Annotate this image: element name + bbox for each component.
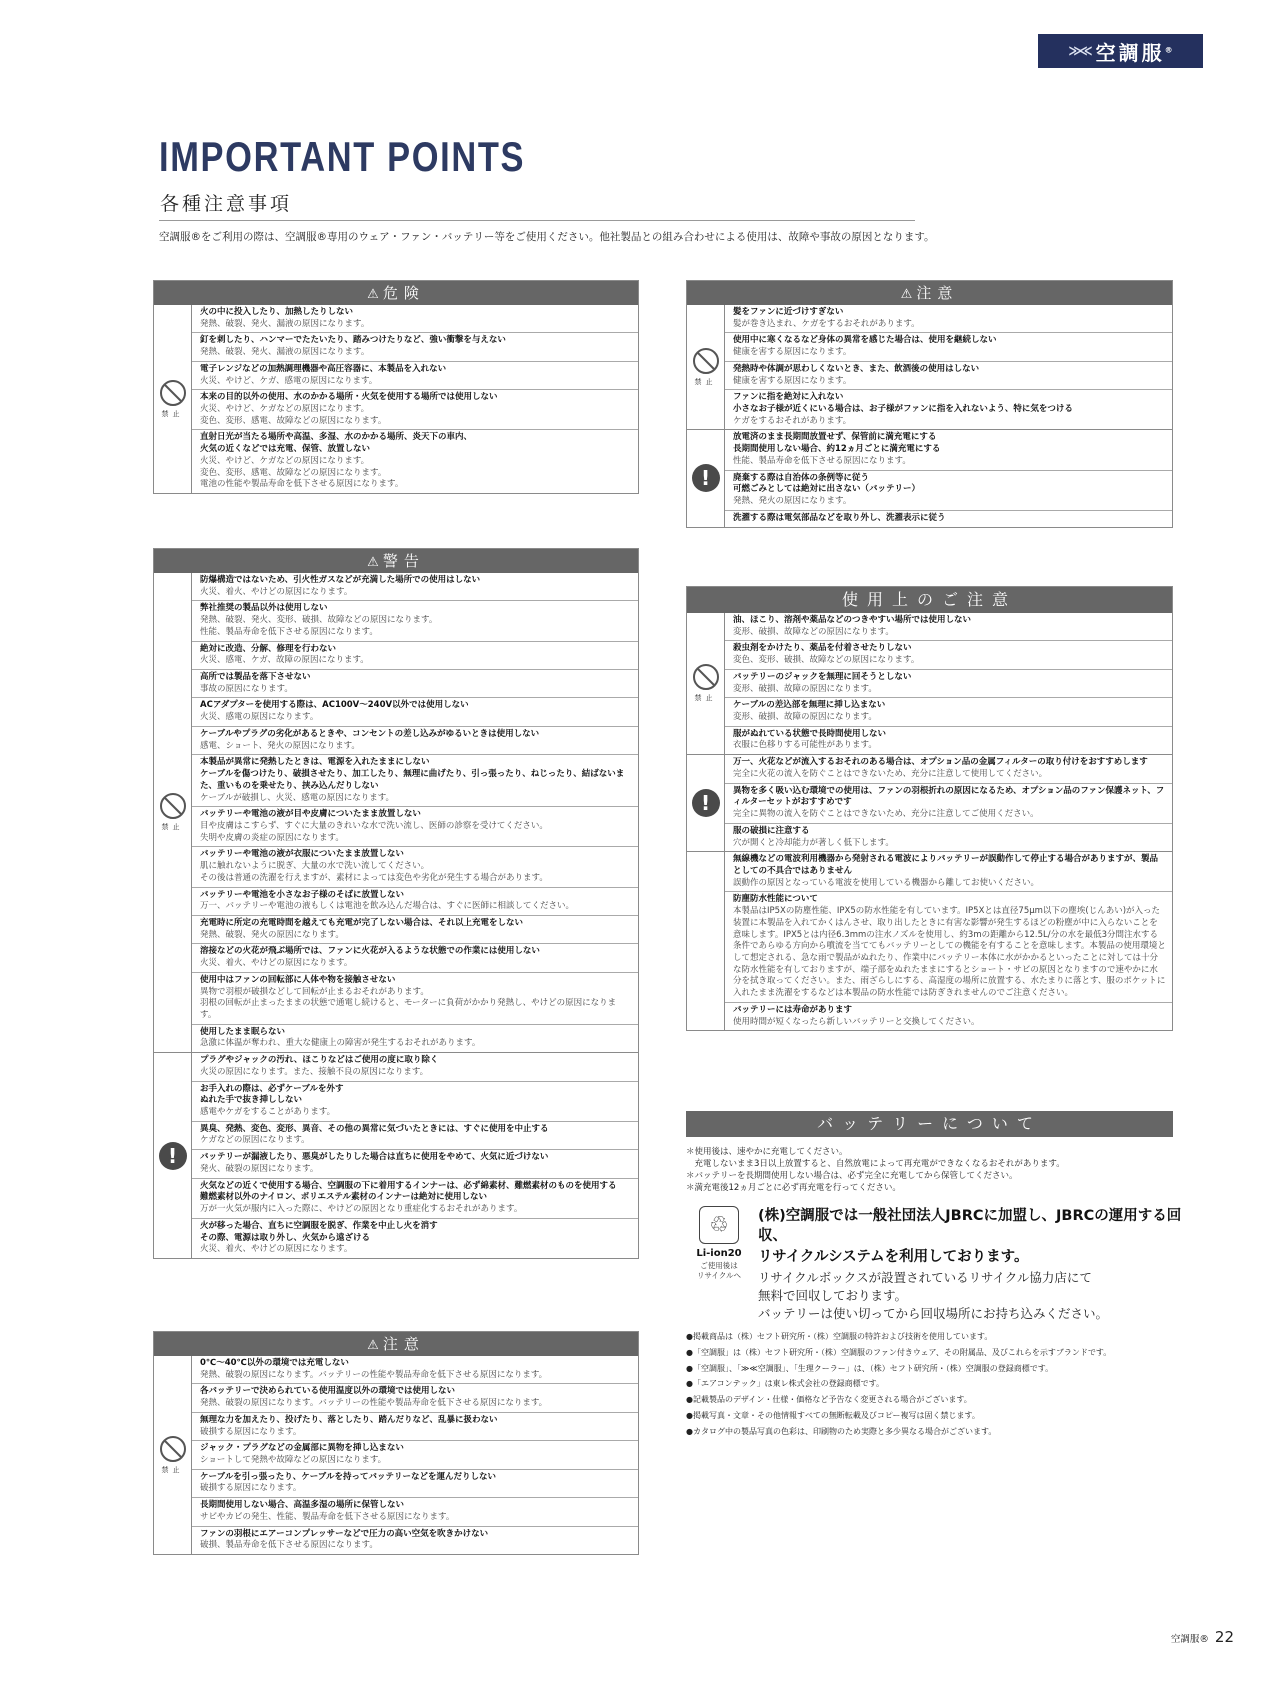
notice-item-heading: 釘を刺したり、ハンマーでたたいたり、踏みつけたりなど、強い衝撃を与えない — [200, 335, 506, 346]
battery-note: ＊バッテリーを長期間使用しない場合は、必ず完全に充電してから保管してください。 — [686, 1171, 1018, 1182]
page-subtitle: 各種注意事項 — [160, 193, 293, 215]
notice-group-icon-cell — [154, 1053, 192, 1258]
page-title: IMPORTANT POINTS — [159, 133, 526, 180]
notice-item — [725, 470, 1172, 510]
recycle-mark — [686, 1206, 752, 1281]
prohibited-label: 禁止 — [694, 694, 717, 703]
notice-item — [192, 1440, 638, 1468]
notice-item-detail: ケガなどの原因になります。 — [200, 1135, 310, 1146]
notice-item — [192, 1121, 638, 1149]
notice-items — [192, 1053, 638, 1258]
notice-item — [192, 332, 638, 360]
prohibited-label: 禁止 — [161, 1465, 184, 1474]
legal-line: ●「エアコンテック」は東レ株式会社の登録商標です。 — [686, 1379, 884, 1389]
notice-item-detail: 感電やケガをすることがあります。 — [200, 1107, 336, 1118]
warning-header: ⚠ 警告 — [154, 549, 638, 573]
notice-item-detail: 感電、ショート、発火の原因になります。 — [200, 740, 360, 751]
notice-item — [192, 1081, 638, 1121]
notice-item-heading: 異臭、発熱、変色、変形、異音、その他の異常に気づいたときには、すぐに使用を中止する — [200, 1123, 549, 1134]
notice-item-heading: 異物を多く吸い込む環境での使用は、ファンの羽根折れの原因になるため、オプション品のファン保護ネット、フィルターセットがおすすめです — [733, 785, 1165, 808]
notice-item-heading: 長期間使用しない場合、高温多湿の場所に保管しない — [200, 1500, 405, 1511]
notice-item-detail: 変形、破損、故障の原因になります。 — [733, 712, 877, 723]
notice-item — [725, 891, 1172, 1001]
prohibited-icon — [693, 348, 719, 374]
notice-item — [192, 573, 638, 600]
notice-item-heading: プラグやジャックの汚れ、ほこりなどはご使用の度に取り除く — [200, 1055, 439, 1066]
notice-item-heading: 廃棄する際は自治体の条例等に従う 可燃ごみとしては絶対に出さない（バッテリー） — [733, 472, 921, 495]
notice-item-detail: 火災、やけど、ケガなどの原因になります。 変色、変形、感電、故障などの原因になります。 — [200, 404, 387, 426]
legal-notes — [686, 1329, 1111, 1440]
caution-header-left: ⚠ 注意 — [154, 1332, 638, 1356]
caution-box-left — [153, 1331, 639, 1555]
intro-text: 空調服®をご利用の際は、空調服®専用のウェア・ファン・バッテリー等をご使用ください。他社製品との組み合わせによる使用は、故障や事故の原因となります。 — [159, 231, 935, 243]
notice-item-heading: 無理な力を加えたり、投げたり、落としたり、踏んだりなど、乱暴に扱わない — [200, 1414, 498, 1425]
notice-item-detail: 火災の原因になります。また、接触不良の原因になります。 — [200, 1066, 429, 1077]
notice-item-detail: 健康を害する原因になります。 — [733, 347, 852, 358]
notice-item — [192, 389, 638, 429]
notice-item — [725, 510, 1172, 527]
legal-line: ●記載製品のデザイン・仕様・価格など予告なく変更される場合がございます。 — [686, 1395, 972, 1405]
notice-item-heading: 各バッテリーで決められている使用温度以外の環境では使用しない — [200, 1386, 456, 1397]
recycle-caption: ご使用後は リサイクルへ — [697, 1261, 741, 1280]
notice-group-icon-cell — [154, 573, 192, 1052]
notice-item-detail: 健康を害する原因になります。 — [733, 375, 852, 386]
notice-item-heading: 発熱時や体調が思わしくないとき、また、飲酒後の使用はしない — [733, 363, 980, 374]
notice-item — [192, 1178, 638, 1218]
notice-item — [725, 613, 1172, 640]
notice-item — [192, 1218, 638, 1258]
notice-item-detail: ショートして発熱や故障などの原因になります。 — [200, 1455, 387, 1466]
recycle-body: リサイクルボックスが設置されているリサイクル協力店にて 無料で回収しております。 バッテリーは使い切ってから回収場所にお持ち込みください。 — [758, 1269, 1109, 1322]
notice-item-heading: バッテリーのジャックを無理に回そうとしない — [733, 671, 912, 682]
battery-header: バッテリーについて — [686, 1111, 1173, 1137]
notice-item — [192, 846, 638, 886]
notice-item-heading: 使用中はファンの回転部に人体や物を接触させない — [200, 974, 396, 985]
notice-item-detail: 発熱、破裂、発火の原因になります。 — [200, 929, 344, 940]
notice-item-heading: ファンの羽根にエアーコンプレッサーなどで圧力の高い空気を吹きかけない — [200, 1528, 489, 1539]
notice-item-detail: 髪が巻き込まれ、ケガをするおそれがあります。 — [733, 318, 920, 329]
notice-item-detail: 肌に触れないように脱ぎ、大量の水で洗い流してください。 その後は普通の洗濯を行えますが、素材によっては変色や劣化が発生する場合があります。 — [200, 861, 548, 883]
prohibited-icon — [160, 1436, 186, 1462]
notice-group — [687, 754, 1172, 851]
recycle-text — [758, 1206, 1198, 1324]
notice-item-detail: 火災、着火、やけどの原因になります。 — [200, 1244, 353, 1255]
notice-item-heading: 放電済のまま長期間放置せず、保管前に満充電にする 長期間使用しない場合、約12ヵ月ごとに満充電にする — [733, 432, 941, 455]
notice-item — [725, 305, 1172, 332]
notice-item-heading: 使用したまま眠らない — [200, 1026, 286, 1037]
prohibited-label: 禁止 — [694, 377, 717, 386]
notice-group — [154, 1052, 638, 1258]
notice-item-detail: 火災、感電、ケガ、故障の原因になります。 — [200, 655, 369, 666]
notice-group-icon-cell — [154, 305, 192, 493]
notice-item-heading: バッテリーや電池を小さなお子様のそばに放置しない — [200, 889, 405, 900]
brand-name: 空調服® — [1095, 40, 1173, 65]
prohibited-label: 禁止 — [161, 823, 184, 832]
notice-group — [154, 573, 638, 1052]
prohibited-icon — [160, 380, 186, 406]
notice-item — [725, 640, 1172, 668]
usage-header: 使用上のご注意 — [687, 587, 1172, 613]
notice-item — [192, 600, 638, 640]
brand-logo — [1038, 34, 1203, 68]
notice-item-detail: 発熱、破裂、発火、漏液の原因になります。 — [200, 318, 370, 329]
notice-item-detail: 完全に火花の流入を防ぐことはできないため、充分に注意して使用してください。 — [733, 768, 1048, 779]
notice-item-heading: 電子レンジなどの加熱調理機器や高圧容器に、本製品を入れない — [200, 363, 447, 374]
notice-item — [192, 641, 638, 669]
notice-item — [725, 389, 1172, 429]
notice-item — [725, 361, 1172, 389]
notice-item-detail: サビやカビの発生、性能、製品寿命を低下させる原因になります。 — [200, 1511, 455, 1522]
notice-item — [192, 1412, 638, 1440]
exclamation-icon: ! — [692, 464, 720, 492]
legal-line: ●「空調服」、「≫≪空調服」、「生理クーラー」は、（株）セフト研究所・（株）空調服の登録商標です。 — [686, 1363, 1054, 1373]
notice-item-heading: 充電時に所定の充電時間を越えても充電が完了しない場合は、それ以上充電をしない — [200, 917, 524, 928]
notice-item-heading: 高所では製品を落下させない — [200, 672, 311, 683]
notice-item-detail: 発熱、破裂の原因になります。バッテリーの性能や製品寿命を低下させる原因になります。 — [200, 1398, 548, 1409]
notice-item-detail: 変形、破損、故障の原因になります。 — [733, 683, 877, 694]
notice-item — [725, 332, 1172, 360]
notice-item-heading: 髪をファンに近づけすぎない — [733, 307, 844, 317]
notice-item — [192, 361, 638, 389]
prohibited-icon — [160, 793, 186, 819]
notice-group — [154, 305, 638, 493]
exclamation-icon: ! — [692, 789, 720, 817]
notice-group-icon-cell — [154, 1356, 192, 1554]
notice-item-heading: バッテリーや電池の液が衣服についたまま放置しない — [200, 849, 404, 860]
notice-item-heading: ACアダプターを使用する際は、AC100V〜240V以外では使用しない — [200, 700, 469, 711]
caution-box-right — [686, 280, 1173, 528]
notice-item — [725, 755, 1172, 782]
notice-item-heading: 火気などの近くで使用する場合、空調服の下に着用するインナーは、必ず綿素材、難燃素材のものを使用する 難燃素材以外のナイロン、ポリエステル素材のインナーは絶対に使用しない — [200, 1180, 617, 1203]
footer-brand: 空調服® — [1170, 1634, 1209, 1645]
battery-notes — [686, 1146, 1065, 1194]
notice-item-heading: ケーブルの差込部を無理に挿し込まない — [733, 700, 886, 711]
legal-line: ●掲載商品は（株）セフト研究所・（株）空調服の特許および技術を使用しています。 — [686, 1332, 993, 1341]
notice-item — [725, 669, 1172, 697]
notice-item-heading: 直射日光が当たる場所や高温、多湿、水のかかる場所、炎天下の車内、 火気の近くなどでは充電、保管、放置しない — [200, 432, 473, 455]
notice-item — [192, 806, 638, 846]
notice-item — [192, 669, 638, 697]
notice-item-heading: 殺虫剤をかけたり、薬品を付着させたりしない — [733, 643, 912, 654]
notice-item-heading: 防爆構造ではないため、引火性ガスなどが充満した場所での使用はしない — [200, 575, 481, 585]
prohibited-label: 禁止 — [161, 409, 184, 418]
prohibited-icon — [693, 664, 719, 690]
notice-item — [192, 1149, 638, 1177]
battery-note: ＊満充電後12ヵ月ごとに必ず再充電を行ってください。 — [686, 1183, 901, 1194]
notice-item — [192, 1024, 638, 1052]
legal-line: ●カタログ中の製品写真の色彩は、印刷物のため実際と多少異なる場合がございます。 — [686, 1426, 997, 1436]
notice-item — [192, 1469, 638, 1497]
notice-group-icon-cell — [687, 852, 725, 1030]
usage-box — [686, 586, 1173, 1031]
notice-item-detail: 発熱、破裂の原因になります。バッテリーの性能や製品寿命を低下させる原因になります。 — [200, 1369, 548, 1380]
notice-item-heading: バッテリーや電池の液が目や皮膚についたまま放置しない — [200, 809, 421, 820]
notice-item-detail: 万が一火気が服内に入った際に、やけどの原因となり重症化するおそれがあります。 — [200, 1204, 523, 1215]
notice-group-icon-cell — [687, 755, 725, 851]
notice-item-detail: ケガをするおそれがあります。 — [733, 415, 852, 426]
notice-item — [192, 1356, 638, 1383]
notice-item-heading: 0℃〜40℃以外の環境では充電しない — [200, 1358, 349, 1368]
notice-item — [725, 783, 1172, 823]
notice-item-heading: 万一、火花などが流入するおそれのある場合は、オプション品の金属フィルターの取り付けをおすすめします — [733, 757, 1148, 768]
notice-item — [725, 697, 1172, 725]
notice-item-heading: ケーブルやプラグの劣化があるときや、コンセントの差し込みがゆるいときは使用しない — [200, 728, 540, 739]
danger-header: ⚠ 危険 — [154, 281, 638, 305]
notice-item-detail: 変形、破損、故障などの原因になります。 — [733, 626, 894, 637]
notice-item-detail: 発火、破裂の原因になります。 — [200, 1163, 319, 1174]
notice-item-detail: 発熱、破裂、発火、変形、破損、故障などの原因になります。 性能、製品寿命を低下させる原因になります。 — [200, 615, 438, 637]
warning-box — [153, 548, 639, 1259]
notice-group — [154, 1356, 638, 1554]
page-footer — [1171, 1628, 1234, 1646]
notice-item-heading: 防塵防水性能について — [733, 894, 818, 905]
notice-item-detail: 衣服に色移りする可能性があります。 — [733, 740, 877, 751]
notice-item — [192, 915, 638, 943]
notice-item — [192, 754, 638, 806]
notice-items — [192, 573, 638, 1052]
notice-item-heading: バッテリーには寿命があります — [733, 1004, 853, 1015]
notice-group — [687, 613, 1172, 754]
notice-group-icon-cell — [687, 305, 725, 429]
notice-item — [192, 1526, 638, 1554]
notice-item — [725, 823, 1172, 851]
notice-item-heading: お手入れの際は、必ずケーブルを外す ぬれた手で抜き挿ししない — [200, 1083, 344, 1106]
notice-item-heading: ファンに指を絶対に入れない 小さなお子様が近くにいる場合は、お子様がファンに指を入れないよう、特に気をつける — [733, 392, 1073, 415]
notice-item-detail: 性能、製品寿命を低下させる原因になります。 — [733, 455, 911, 466]
battery-box — [686, 1111, 1173, 1137]
notice-item — [192, 1497, 638, 1525]
notice-item-heading: 火が移った場合、直ちに空調服を脱ぎ、作業を中止し火を消す その際、電源は取り外し、火気から遠ざける — [200, 1220, 438, 1243]
notice-item-detail: 破損、製品寿命を低下させる原因になります。 — [200, 1540, 378, 1551]
notice-items — [725, 613, 1172, 754]
danger-box — [153, 280, 639, 494]
notice-item-heading: 本来の目的以外の使用、水のかかる場所・火気を使用する場所では使用しない — [200, 392, 498, 403]
title-divider — [159, 220, 915, 221]
notice-group — [687, 305, 1172, 429]
battery-note: ＊使用後は、速やかに充電してください。 — [686, 1147, 848, 1157]
legal-line: ●掲載写真・文章・その他情報すべての無断転載及びコピー複写は固く禁じます。 — [686, 1411, 980, 1421]
notice-item-detail: 火災、やけど、ケガなどの原因になります。 変色、変形、感電、故障などの原因になります。 電池の性能や製品寿命を低下させる原因になります。 — [200, 455, 404, 490]
notice-item — [192, 1053, 638, 1080]
notice-item-detail: 完全に異物の流入を防ぐことはできないため、充分に注意してご使用ください。 — [733, 809, 1039, 820]
notice-item-heading: 火の中に投入したり、加熱したりしない — [200, 307, 354, 317]
notice-group — [687, 429, 1172, 526]
notice-item — [192, 697, 638, 725]
notice-item-heading: 洗濯する際は電気部品などを取り外し、洗濯表示に従う — [733, 512, 946, 523]
notice-item — [725, 726, 1172, 754]
notice-item-detail: 破損する原因になります。 — [200, 1483, 302, 1494]
notice-item-heading: 無線機などの電波利用機器から発射される電波によりバッテリーが誤動作して停止する場合がありますが、製品としての不具合ではありません — [733, 854, 1159, 876]
notice-item-detail: 穴が開くと冷却能力が著しく低下します。 — [733, 837, 894, 848]
notice-item-heading: 服の破損に注意する — [733, 825, 810, 836]
recycle-code: Li-ion20 — [696, 1248, 742, 1259]
notice-item-detail: 火災、やけど、ケガ、感電の原因になります。 — [200, 375, 378, 386]
notice-item-detail: 変色、変形、破損、故障などの原因になります。 — [733, 655, 920, 666]
warning-triangle-icon: ⚠ — [367, 1338, 379, 1353]
notice-item-detail: ケーブルが破損し、火災、感電の原因になります。 — [200, 792, 395, 803]
legal-line: ●「空調服」は（株）セフト研究所・（株）空調服のファン付きウェア、その附属品、及びこれらを示すブランドです。 — [686, 1347, 1112, 1357]
notice-item — [725, 1002, 1172, 1030]
notice-item-detail: 発熱、発火の原因になります。 — [733, 496, 852, 507]
notice-item-heading: 服がぬれている状態で長時間使用しない — [733, 728, 887, 739]
notice-item — [192, 726, 638, 754]
notice-item-heading: バッテリーが漏液したり、悪臭がしたりした場合は直ちに使用をやめて、火気に近づけない — [200, 1152, 549, 1163]
notice-item — [192, 1383, 638, 1411]
warning-triangle-icon: ⚠ — [367, 555, 379, 570]
notice-item — [192, 943, 638, 971]
notice-item-heading: 使用中に寒くなるなど身体の異常を感じた場合は、使用を継続しない — [733, 335, 997, 346]
notice-item-heading: 絶対に改造、分解、修理を行わない — [200, 643, 337, 654]
notice-items — [725, 755, 1172, 851]
recycle-icon: ♲ — [699, 1206, 739, 1244]
notice-item-detail: 火災、着火、やけどの原因になります。 — [200, 586, 353, 597]
notice-item — [725, 852, 1172, 891]
notice-item — [725, 430, 1172, 469]
caution-header-right: ⚠ 注意 — [687, 281, 1172, 305]
notice-item-detail: 本製品はIP5Xの防塵性能、IPX5の防水性能を有しています。IP5Xとは直径75μm以下の塵埃(じんあい)が入った装置に本製品を入れてかくはんさせ、取り出したときに有害な影響が発生するほどの粉塵が中に入らないことを意味します。IPX5とは内径6.3mmの注水ノズルを使用し、約3mの距離から12.5L/分の水を最低3分間注水する条件であらゆる方向から噴流を当ててもバッテリーとしての機能を有することを意味します。本製品の使用環境として想定される、急な雨で製品がぬれたり、作業中にバッテリー本体に水がかかるといったことに対しては十分な防水性能を有しておりますが、端子部をぬれたままにするとショート・サビの原因となりますので速やかに水分を拭き取ってください。また、雨ざらしにする、高湿度の場所に放置する、水たまりに落とす、服のポケットに入れたまま洗濯をするなどは本製品の防水性能では防ぎきれませんのでご注意ください。 — [733, 906, 1166, 999]
notice-item-heading: 弊社推奨の製品以外は使用しない — [200, 603, 328, 614]
notice-item-detail: 事故の原因になります。 — [200, 683, 293, 694]
notice-item-detail: 火災、着火、やけどの原因になります。 — [200, 958, 353, 969]
warning-triangle-icon: ⚠ — [367, 287, 379, 302]
notice-group — [687, 851, 1172, 1030]
notice-item-detail: 誤動作の原因となっている電波を使用している機器から離してお使いください。 — [733, 877, 1040, 888]
notice-item-heading: 溶接などの火花が飛ぶ場所では、ファンに火花が入るような状態での作業には使用しない — [200, 946, 540, 957]
notice-item — [192, 972, 638, 1024]
notice-item-detail: 破損する原因になります。 — [200, 1426, 302, 1437]
exclamation-icon: ! — [159, 1142, 187, 1170]
notice-item — [192, 429, 638, 493]
notice-items — [192, 305, 638, 493]
notice-item-heading: 本製品が異常に発熱したときは、電源を入れたままにしない ケーブルを傷つけたり、破損させたり、加工したり、無理に曲げたり、引っ張ったり、ねじったり、結ばないまた、重いものを乗せたり、挟み込んだりしない — [200, 757, 625, 791]
notice-item — [192, 305, 638, 332]
notice-item-detail: 使用時間が短くなったら新しいバッテリーと交換してください。 — [733, 1016, 980, 1027]
notice-items — [725, 305, 1172, 429]
notice-group-icon-cell — [687, 430, 725, 526]
notice-item-heading: 油、ほこり、溶剤や薬品などのつきやすい場所では使用しない — [733, 615, 972, 625]
recycle-lead: (株)空調服では一般社団法人JBRCに加盟し、JBRCの運用する回収、 リサイクルシステムを利用しております。 — [758, 1208, 1182, 1265]
notice-item-heading: ジャック・プラグなどの金属部に異物を挿し込まない — [200, 1443, 404, 1454]
warning-triangle-icon: ⚠ — [900, 287, 913, 302]
page-number: 22 — [1214, 1628, 1234, 1646]
notice-group-icon-cell — [687, 613, 725, 754]
notice-items — [725, 430, 1172, 526]
notice-item-detail: 異物で羽根が破損などして回転が止まるおそれがあります。 羽根の回転が止まったままの状態で通電し続けると、モーターに負荷がかかり発熱し、やけどの原因になります。 — [200, 986, 617, 1020]
notice-item-detail: 目や皮膚はこすらず、すぐに大量のきれいな水で洗い流し、医師の診察を受けてください。 失明や皮膚の炎症の原因になります。 — [200, 820, 548, 843]
brand-swirl-icon: ≫≪ — [1068, 43, 1090, 59]
notice-item-detail: 発熱、破裂、発火、漏液の原因になります。 — [200, 347, 370, 358]
notice-item-detail: 万一、バッテリーや電池の液もしくは電池を飲み込んだ場合は、すぐに医師に相談してください。 — [200, 901, 575, 912]
notice-items — [192, 1356, 638, 1554]
notice-item-detail: 急激に体温が奪われ、重大な健康上の障害が発生するおそれがあります。 — [200, 1038, 481, 1049]
notice-item — [192, 887, 638, 915]
notice-items — [725, 852, 1172, 1030]
notice-item-detail: 火災、感電の原因になります。 — [200, 712, 319, 723]
notice-item-heading: ケーブルを引っ張ったり、ケーブルを持ってバッテリーなどを運んだりしない — [200, 1471, 496, 1482]
battery-note: 充電しないまま3日以上放置すると、自然放電によって再充電ができなくなるおそれがあります。 — [686, 1159, 1065, 1170]
